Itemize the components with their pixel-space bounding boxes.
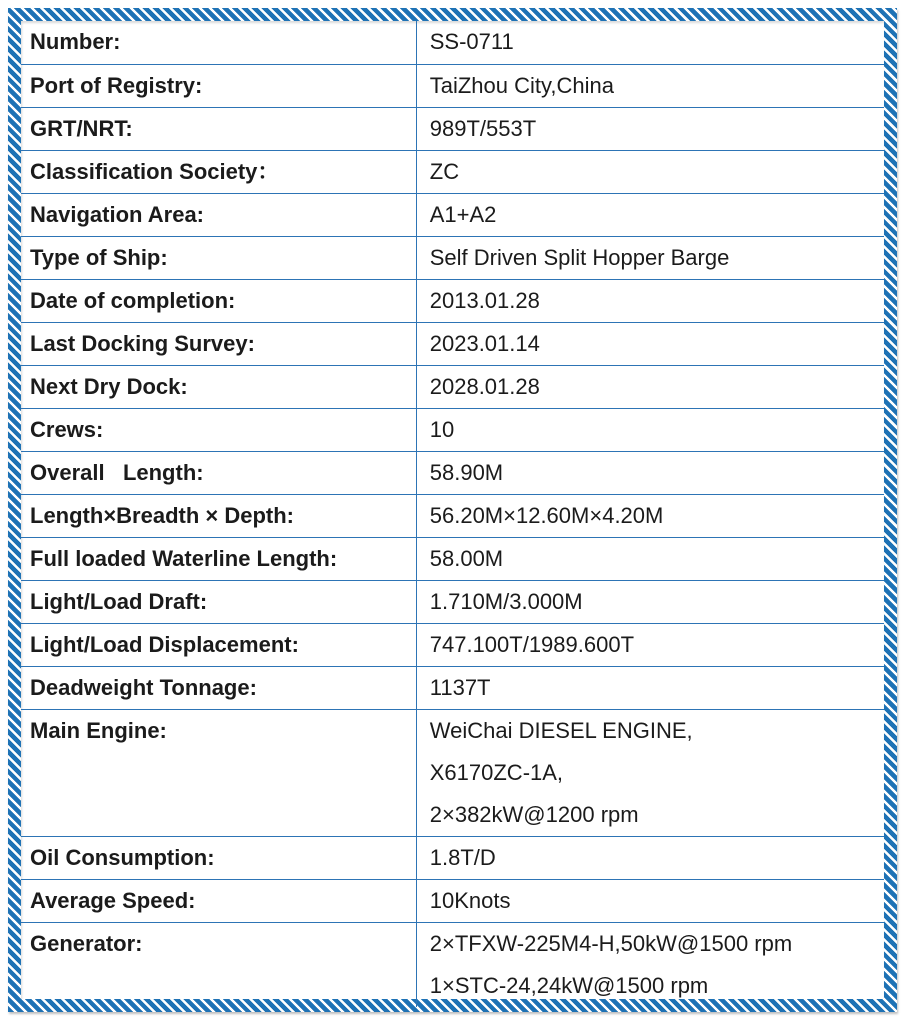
spec-value-line: 2×TFXW-225M4-H,50kW@1500 rpm	[429, 930, 793, 956]
spec-row	[21, 922, 884, 1007]
spec-label: Main Engine:	[21, 709, 416, 836]
spec-row	[21, 64, 884, 107]
spec-value-line: 1×STC-24,24kW@1500 rpm	[429, 972, 709, 998]
spec-row	[21, 580, 884, 623]
spec-value: 2023.01.14	[416, 322, 884, 365]
spec-row	[21, 365, 884, 408]
ship-spec-table	[21, 21, 884, 1007]
spec-value: 747.100T/1989.600T	[416, 623, 884, 666]
spec-label: Deadweight Tonnage:	[21, 666, 416, 709]
spec-label: Oil Consumption:	[21, 836, 416, 879]
spec-value-line: WeiChai DIESEL ENGINE,	[429, 717, 693, 743]
spec-label: Navigation Area:	[21, 193, 416, 236]
spec-value	[416, 709, 884, 836]
spec-table-body	[21, 21, 884, 1007]
spec-value: 989T/553T	[416, 107, 884, 150]
spec-row	[21, 408, 884, 451]
spec-row	[21, 236, 884, 279]
spec-label: Crews:	[21, 408, 416, 451]
spec-value: 10Knots	[416, 879, 884, 922]
spec-row	[21, 107, 884, 150]
spec-row	[21, 21, 884, 64]
spec-value-line: X6170ZC-1A,	[429, 759, 564, 785]
spec-label: Port of Registry:	[21, 64, 416, 107]
spec-row	[21, 623, 884, 666]
spec-value: 58.00M	[416, 537, 884, 580]
spec-row	[21, 494, 884, 537]
spec-sheet	[21, 21, 884, 999]
spec-label: Last Docking Survey:	[21, 322, 416, 365]
spec-label: GRT/NRT:	[21, 107, 416, 150]
spec-value-line: 2×382kW@1200 rpm	[429, 801, 639, 827]
spec-row	[21, 879, 884, 922]
striped-border-frame	[8, 8, 897, 1012]
spec-label: Type of Ship:	[21, 236, 416, 279]
spec-label: Light/Load Draft:	[21, 580, 416, 623]
spec-value: 1.710M/3.000M	[416, 580, 884, 623]
spec-label: Classification Society：	[21, 150, 416, 193]
spec-row	[21, 451, 884, 494]
spec-label: Overall Length:	[21, 451, 416, 494]
spec-row	[21, 279, 884, 322]
spec-value: ZC	[416, 150, 884, 193]
spec-row	[21, 709, 884, 836]
spec-row	[21, 836, 884, 879]
spec-value: Self Driven Split Hopper Barge	[416, 236, 884, 279]
spec-label: Number:	[21, 21, 416, 64]
spec-row	[21, 193, 884, 236]
spec-value	[416, 922, 884, 1007]
spec-value: SS-0711	[416, 21, 884, 64]
spec-value: A1+A2	[416, 193, 884, 236]
spec-label: Date of completion:	[21, 279, 416, 322]
spec-value: 1137T	[416, 666, 884, 709]
spec-label: Length×Breadth × Depth:	[21, 494, 416, 537]
spec-label: Generator:	[21, 922, 416, 1007]
spec-value: 10	[416, 408, 884, 451]
spec-label: Light/Load Displacement:	[21, 623, 416, 666]
spec-row	[21, 322, 884, 365]
spec-row	[21, 666, 884, 709]
spec-row	[21, 150, 884, 193]
spec-value: 2028.01.28	[416, 365, 884, 408]
spec-label: Average Speed:	[21, 879, 416, 922]
spec-label: Full loaded Waterline Length:	[21, 537, 416, 580]
spec-value: TaiZhou City,China	[416, 64, 884, 107]
spec-row	[21, 537, 884, 580]
spec-value: 1.8T/D	[416, 836, 884, 879]
spec-value: 58.90M	[416, 451, 884, 494]
spec-label: Next Dry Dock:	[21, 365, 416, 408]
spec-value: 2013.01.28	[416, 279, 884, 322]
spec-value: 56.20M×12.60M×4.20M	[416, 494, 884, 537]
